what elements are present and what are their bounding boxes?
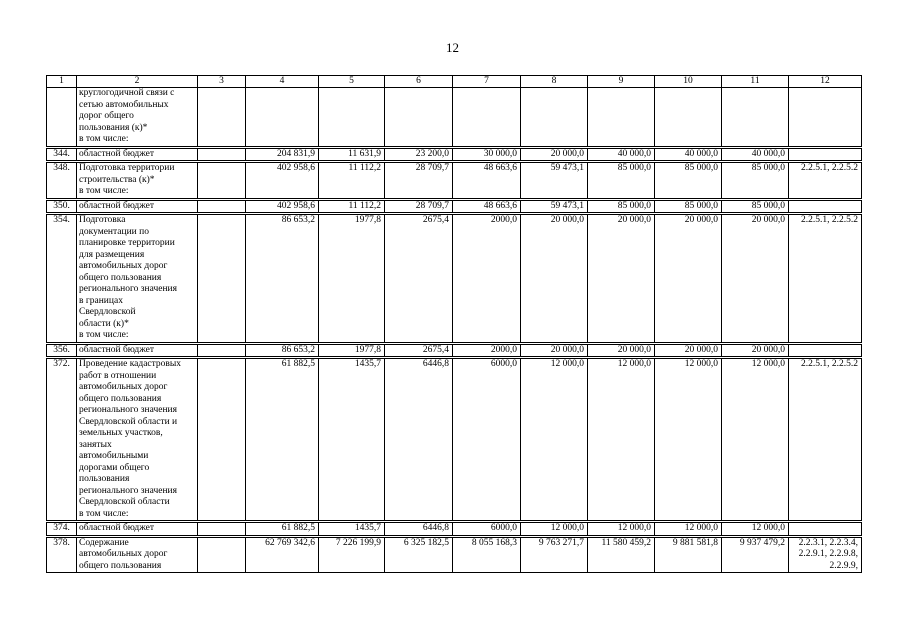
- amount-cell: 6446,8: [385, 522, 453, 537]
- item-name-cell: областной бюджет: [77, 522, 198, 537]
- row-number-cell: 344.: [47, 147, 77, 162]
- table-header-row: [47, 76, 862, 88]
- reference-cell: [789, 147, 862, 162]
- page-number: 12: [446, 40, 459, 55]
- amount-cell: 85 000,0: [588, 199, 655, 214]
- amount-cell: 20 000,0: [655, 343, 722, 358]
- table-row: [47, 214, 862, 344]
- item-name-cell: областной бюджет: [77, 199, 198, 214]
- row-number-cell: 354.: [47, 214, 77, 344]
- amount-cell: 85 000,0: [588, 162, 655, 200]
- amount-cell: 20 000,0: [722, 343, 789, 358]
- item-name-cell: круглогодичной связи с сетью автомобильных дорог общего пользования (к)* в том числе:: [77, 88, 198, 148]
- amount-cell: 85 000,0: [655, 162, 722, 200]
- amount-cell: 6000,0: [453, 522, 521, 537]
- amount-cell: 61 882,5: [246, 358, 319, 522]
- amount-cell: 20 000,0: [521, 147, 588, 162]
- column-header: 10: [655, 76, 722, 88]
- amount-cell: 6446,8: [385, 358, 453, 522]
- amount-cell: 7 226 199,9: [319, 536, 385, 573]
- amount-cell: 11 112,2: [319, 162, 385, 200]
- column-header: 2: [77, 76, 198, 88]
- amount-cell: 204 831,9: [246, 147, 319, 162]
- amount-cell: 402 958,6: [246, 162, 319, 200]
- amount-cell: 12 000,0: [655, 358, 722, 522]
- table-cell: [198, 343, 246, 358]
- table-cell: [198, 162, 246, 200]
- table-cell: [198, 358, 246, 522]
- amount-cell: [655, 88, 722, 148]
- amount-cell: 12 000,0: [655, 522, 722, 537]
- column-header: 6: [385, 76, 453, 88]
- amount-cell: 1435,7: [319, 522, 385, 537]
- amount-cell: 20 000,0: [722, 214, 789, 344]
- reference-cell: [789, 522, 862, 537]
- amount-cell: 85 000,0: [722, 199, 789, 214]
- row-number-cell: [47, 88, 77, 148]
- amount-cell: [453, 88, 521, 148]
- row-number-cell: 350.: [47, 199, 77, 214]
- amount-cell: 2675,4: [385, 214, 453, 344]
- reference-cell: 2.2.3.1, 2.2.3.4, 2.2.9.1, 2.2.9.8, 2.2.9.9,: [789, 536, 862, 573]
- column-header: 3: [198, 76, 246, 88]
- column-header: 5: [319, 76, 385, 88]
- item-name-cell: Содержание автомобильных дорог общего пользования: [77, 536, 198, 573]
- table-row: [47, 88, 862, 148]
- amount-cell: 12 000,0: [588, 358, 655, 522]
- amount-cell: 59 473,1: [521, 199, 588, 214]
- amount-cell: 12 000,0: [722, 358, 789, 522]
- amount-cell: 9 881 581,8: [655, 536, 722, 573]
- item-name-cell: Проведение кадастровых работ в отношении автомобильных дорог общего пользования регионального значения Свердловской области и земельных участков, занятых автомобильными дорогами общего пользования регионального значения Свердловской области в том числе:: [77, 358, 198, 522]
- table-cell: [198, 147, 246, 162]
- amount-cell: 85 000,0: [655, 199, 722, 214]
- amount-cell: 11 631,9: [319, 147, 385, 162]
- amount-cell: 28 709,7: [385, 162, 453, 200]
- table-cell: [198, 199, 246, 214]
- column-header: 8: [521, 76, 588, 88]
- amount-cell: 61 882,5: [246, 522, 319, 537]
- amount-cell: 12 000,0: [588, 522, 655, 537]
- amount-cell: 1435,7: [319, 358, 385, 522]
- amount-cell: 30 000,0: [453, 147, 521, 162]
- amount-cell: 28 709,7: [385, 199, 453, 214]
- table-row: [47, 522, 862, 537]
- row-number-cell: 348.: [47, 162, 77, 200]
- column-header: 7: [453, 76, 521, 88]
- column-header: 12: [789, 76, 862, 88]
- reference-cell: 2.2.5.1, 2.2.5.2: [789, 214, 862, 344]
- amount-cell: 20 000,0: [588, 343, 655, 358]
- table-cell: [198, 214, 246, 344]
- amount-cell: [319, 88, 385, 148]
- amount-cell: 12 000,0: [521, 522, 588, 537]
- amount-cell: 6 325 182,5: [385, 536, 453, 573]
- amount-cell: 85 000,0: [722, 162, 789, 200]
- amount-cell: 62 769 342,6: [246, 536, 319, 573]
- amount-cell: 48 663,6: [453, 162, 521, 200]
- row-number-cell: 356.: [47, 343, 77, 358]
- amount-cell: 20 000,0: [588, 214, 655, 344]
- amount-cell: 40 000,0: [588, 147, 655, 162]
- amount-cell: 8 055 168,3: [453, 536, 521, 573]
- table-cell: [198, 88, 246, 148]
- amount-cell: 40 000,0: [722, 147, 789, 162]
- table-cell: [198, 522, 246, 537]
- row-number-cell: 372.: [47, 358, 77, 522]
- table-row: [47, 199, 862, 214]
- amount-cell: 9 937 479,2: [722, 536, 789, 573]
- amount-cell: 23 200,0: [385, 147, 453, 162]
- amount-cell: 86 653,2: [246, 214, 319, 344]
- amount-cell: 48 663,6: [453, 199, 521, 214]
- amount-cell: [722, 88, 789, 148]
- table-row: [47, 162, 862, 200]
- amount-cell: 2000,0: [453, 343, 521, 358]
- amount-cell: [521, 88, 588, 148]
- row-number-cell: 378.: [47, 536, 77, 573]
- column-header: 4: [246, 76, 319, 88]
- amount-cell: 6000,0: [453, 358, 521, 522]
- amount-cell: 40 000,0: [655, 147, 722, 162]
- reference-cell: 2.2.5.1, 2.2.5.2: [789, 358, 862, 522]
- column-header: 9: [588, 76, 655, 88]
- table-row: [47, 358, 862, 522]
- table-row: [47, 536, 862, 573]
- amount-cell: 2000,0: [453, 214, 521, 344]
- amount-cell: [588, 88, 655, 148]
- budget-table: [46, 75, 862, 573]
- amount-cell: 402 958,6: [246, 199, 319, 214]
- amount-cell: 59 473,1: [521, 162, 588, 200]
- amount-cell: 1977,8: [319, 343, 385, 358]
- row-number-cell: 374.: [47, 522, 77, 537]
- amount-cell: [246, 88, 319, 148]
- amount-cell: 9 763 271,7: [521, 536, 588, 573]
- reference-cell: [789, 88, 862, 148]
- amount-cell: 12 000,0: [521, 358, 588, 522]
- item-name-cell: областной бюджет: [77, 343, 198, 358]
- table-cell: [198, 536, 246, 573]
- amount-cell: 1977,8: [319, 214, 385, 344]
- amount-cell: 2675,4: [385, 343, 453, 358]
- amount-cell: 20 000,0: [655, 214, 722, 344]
- amount-cell: 11 580 459,2: [588, 536, 655, 573]
- item-name-cell: Подготовка территории строительства (к)* в том числе:: [77, 162, 198, 200]
- amount-cell: 86 653,2: [246, 343, 319, 358]
- item-name-cell: Подготовка документации по планировке территории для размещения автомобильных дорог общего пользования регионального значения в границах Свердловской области (к)* в том числе:: [77, 214, 198, 344]
- amount-cell: 20 000,0: [521, 343, 588, 358]
- amount-cell: 20 000,0: [521, 214, 588, 344]
- item-name-cell: областной бюджет: [77, 147, 198, 162]
- table-row: [47, 147, 862, 162]
- amount-cell: 11 112,2: [319, 199, 385, 214]
- amount-cell: 12 000,0: [722, 522, 789, 537]
- table-row: [47, 343, 862, 358]
- reference-cell: 2.2.5.1, 2.2.5.2: [789, 162, 862, 200]
- reference-cell: [789, 199, 862, 214]
- column-header: 1: [47, 76, 77, 88]
- amount-cell: [385, 88, 453, 148]
- reference-cell: [789, 343, 862, 358]
- column-header: 11: [722, 76, 789, 88]
